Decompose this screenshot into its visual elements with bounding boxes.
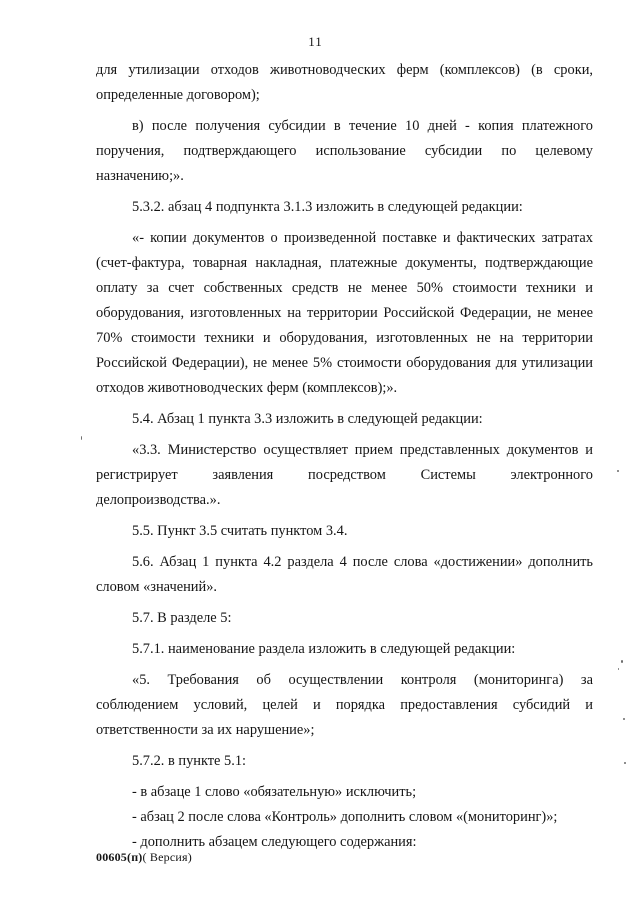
paragraph-5-3-2: 5.3.2. абзац 4 подпункта 3.1.3 изложить в следующей редакции: [132,199,523,215]
document-body [96,58,593,855]
paragraph-quote-documents: «- копии документов о произведенной поставке и фактических затратах (счет-фактура, товарная накладная, платежные документы, подтверждающие оплату за счет собственных средств не менее 50% стоимости техники и оборудования, изготовленных на территории Российской Федерации, не менее 70% стоимости техники и оборудования, изготовленных не на территории Российской Федерации), не менее 5% стоимости оборудования для утилизации отходов животноводческих ферм (комплексов);». [96,230,593,396]
scan-speck [624,762,626,764]
paragraph-5-7-1: 5.7.1. наименование раздела изложить в следующей редакции: [132,641,516,657]
paragraph-5-7: 5.7. В разделе 5: [132,610,232,626]
paragraph-quote-section-5: «5. Требования об осуществлении контроля (мониторинга) за соблюдением условий, целей и порядка предоставления субсидий и ответственности за их нарушение»; [96,672,593,738]
paragraph-5-6: 5.6. Абзац 1 пункта 4.2 раздела 4 после слова «достижении» дополнить словом «значений». [96,554,593,595]
document-footer [96,850,192,865]
scan-speck [621,660,623,663]
paragraph-continuation: для утилизации отходов животноводческих ферм (комплексов) (в сроки, определенные договором); [96,62,593,103]
scan-speck [623,718,625,720]
list-item-add-paragraph: - дополнить абзацем следующего содержания: [132,834,417,850]
paragraph-5-4: 5.4. Абзац 1 пункта 3.3 изложить в следующей редакции: [132,411,483,427]
paragraph-quote-3-3: «3.3. Министерство осуществляет прием представленных документов и регистрирует заявления посредством Системы электронного делопроизводства.». [96,442,593,508]
scan-speck [618,668,619,670]
paragraph-item-v: в) после получения субсидии в течение 10 дней - копия платежного поручения, подтверждающего использование субсидии по целевому назначению;». [96,118,593,184]
list-item-add-monitoring: - абзац 2 после слова «Контроль» дополнить словом «(мониторинг)»; [132,809,558,825]
list-item-exclude-word: - в абзаце 1 слово «обязательную» исключить; [132,784,417,800]
scan-speck [617,470,619,472]
footer-version: ( Версия) [142,850,192,864]
page-number: 11 [308,34,323,49]
paragraph-5-5: 5.5. Пункт 3.5 считать пунктом 3.4. [132,523,348,539]
scan-speck [81,436,82,440]
footer-code: 00605(п) [96,850,143,864]
paragraph-5-7-2: 5.7.2. в пункте 5.1: [132,753,247,769]
